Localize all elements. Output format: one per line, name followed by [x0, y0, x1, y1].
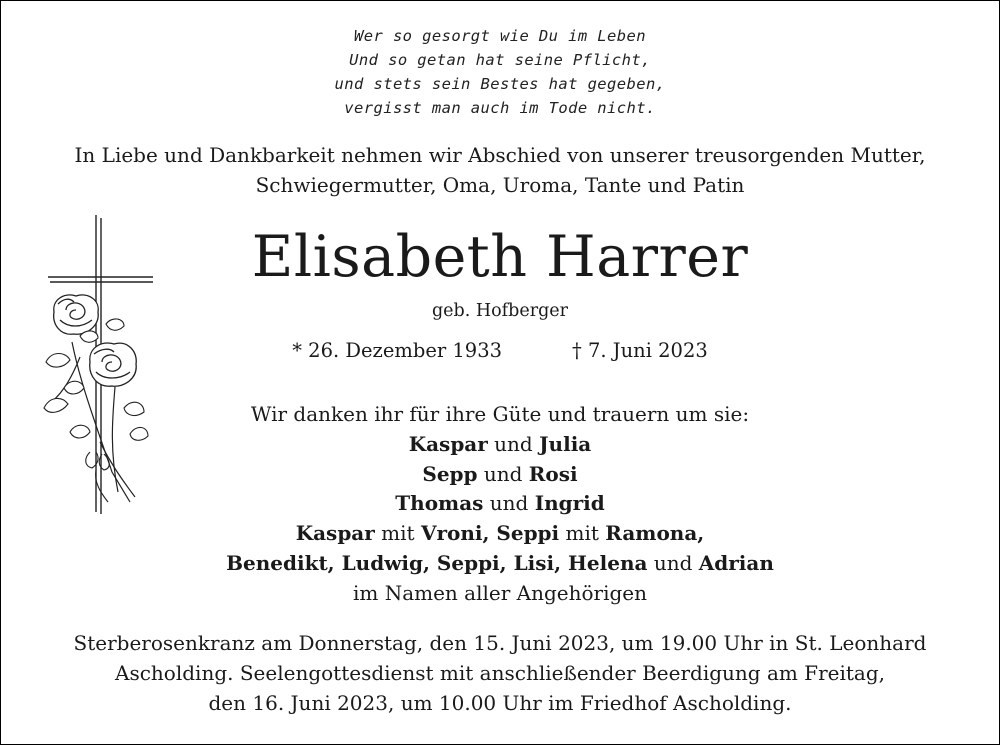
family-name: Thomas	[395, 491, 484, 516]
service-line: den 16. Juni 2023, um 10.00 Uhr im Friedhof Ascholding.	[208, 691, 792, 715]
join-word: und	[477, 461, 529, 486]
cross-with-roses-icon	[40, 212, 165, 522]
join-word: und	[487, 431, 540, 456]
death-date: † 7. Juni 2023	[572, 339, 708, 362]
poem	[0, 24, 1000, 120]
service-line: Sterberosenkranz am Donnerstag, den 15. Juni 2023, um 19.00 Uhr in St. Leonhard	[73, 631, 927, 655]
join-word: mit	[374, 521, 421, 546]
family-name: Adrian	[698, 550, 774, 575]
family-name: Sepp	[422, 461, 478, 486]
family-name: Kaspar	[295, 521, 375, 546]
closing-line: im Namen aller Angehörigen	[352, 580, 647, 605]
join-word: und	[483, 491, 535, 516]
join-word: mit	[559, 521, 606, 546]
family-name: Ramona,	[605, 521, 705, 546]
deceased-name: Elisabeth Harrer	[251, 224, 749, 290]
family-name: Julia	[539, 431, 592, 456]
service-line: Ascholding. Seelengottesdienst mit anschließender Beerdigung am Freitag,	[115, 661, 885, 685]
family-name: Kaspar	[408, 431, 488, 456]
thanks-line: Wir danken ihr für ihre Güte und trauern um sie:	[250, 402, 750, 426]
join-word: und	[647, 550, 699, 575]
maiden-name: geb. Hofberger	[431, 301, 568, 321]
poem-line: vergisst man auch im Tode nicht.	[344, 99, 656, 117]
family-name: Benedikt, Ludwig, Seppi, Lisi, Helena	[226, 550, 648, 575]
intro-line: In Liebe und Dankbarkeit nehmen wir Abschied von unserer treusorgenden Mutter,	[74, 143, 926, 167]
grandchildren-line	[0, 549, 1000, 579]
birth-date: * 26. Dezember 1933	[292, 339, 503, 362]
family-name: Vroni, Seppi	[420, 521, 560, 546]
grandchildren-line	[0, 519, 1000, 549]
poem-line: Wer so gesorgt wie Du im Leben	[354, 27, 646, 45]
family-name: Ingrid	[534, 491, 605, 516]
intro-line: Schwiegermutter, Oma, Uroma, Tante und Patin	[255, 173, 745, 197]
service-info	[0, 628, 1000, 718]
family-name: Rosi	[528, 461, 578, 486]
intro-text	[0, 140, 1000, 200]
poem-line: und stets sein Bestes hat gegeben,	[334, 75, 666, 93]
poem-line: Und so getan hat seine Pflicht,	[349, 51, 651, 69]
